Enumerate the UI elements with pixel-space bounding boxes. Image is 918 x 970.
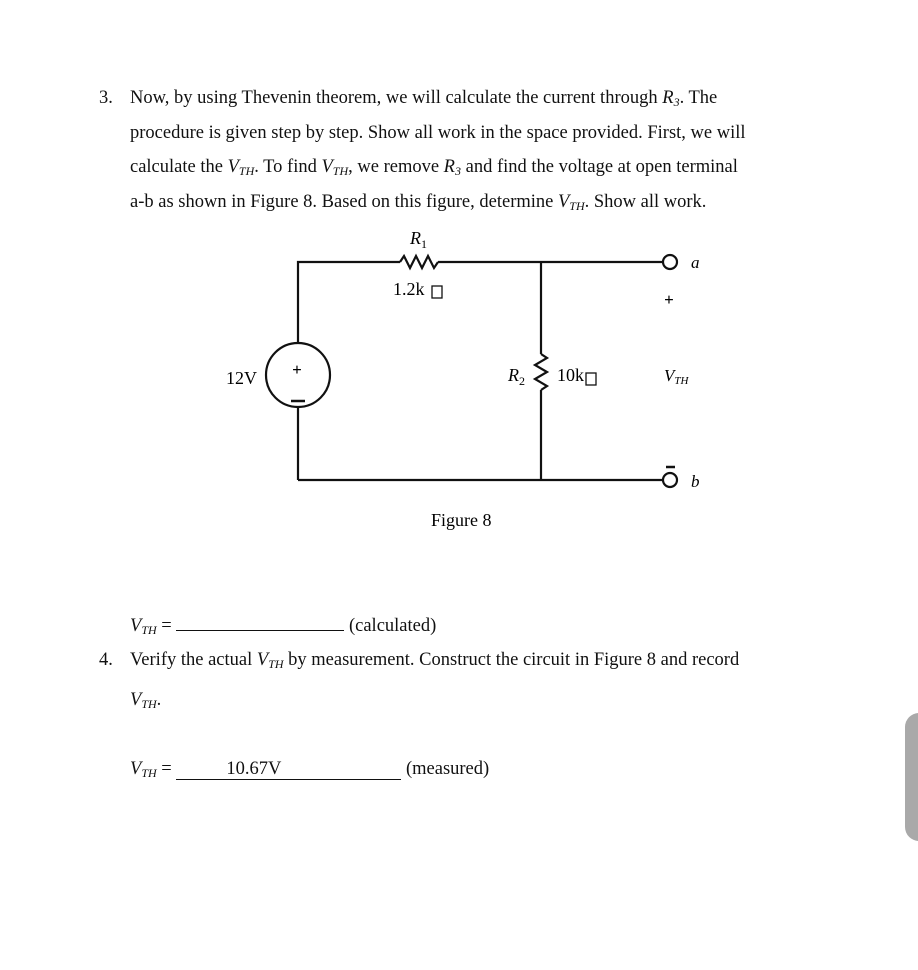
source-plus: + — [292, 360, 302, 379]
q4-line-2: $V_{TH}$. — [130, 690, 162, 711]
terminal-a-label: a — [691, 253, 700, 272]
q4-number: 4. — [99, 650, 113, 670]
figure-caption: Figure 8 — [431, 510, 492, 530]
wire-top — [298, 262, 400, 343]
terminal-a — [663, 255, 677, 269]
terminal-b-label: b — [691, 472, 700, 491]
q4-line-1: Verify the actual $V_{TH}$ by measurement. Construct the circuit in Figure 8 and record — [130, 650, 740, 671]
resistor-r1 — [400, 256, 438, 268]
r2-value: 10k — [557, 365, 584, 385]
q3-line-4: a-b as shown in Figure 8. Based on this figure, determine $V_{TH}$. Show all work. — [130, 192, 707, 213]
vth-plus: + — [664, 290, 674, 309]
scrollbar-tab[interactable] — [905, 713, 918, 841]
r1-value: 1.2k — [393, 279, 425, 299]
q3-line-2: procedure is given step by step. Show all work in the space provided. First, we will — [130, 123, 746, 143]
r2-label: $R_2$ — [508, 365, 525, 388]
q3-number: 3. — [99, 88, 113, 108]
source-value: 12V — [226, 368, 257, 388]
answer-measured: $V_{TH} = 10.67V$ (measured) — [130, 759, 490, 780]
r1-label: $R_1$ — [410, 228, 427, 251]
vth-label: VTH — [664, 366, 689, 387]
resistor-r2 — [535, 354, 547, 390]
q3-line-1: Now, by using Thevenin theorem, we will calculate the current through $R_3$. The — [130, 88, 718, 109]
calculated-blank[interactable] — [176, 614, 344, 631]
answer-calculated: $V_{TH}$ = (calculated) — [130, 616, 437, 637]
measured-value[interactable]: 10.67V — [176, 759, 401, 780]
terminal-b — [663, 473, 677, 487]
q3-line-3: calculate the $V_{TH}$. To find $V_{TH}$, we remove $R_3$ and find the voltage at open terminal — [130, 157, 738, 178]
